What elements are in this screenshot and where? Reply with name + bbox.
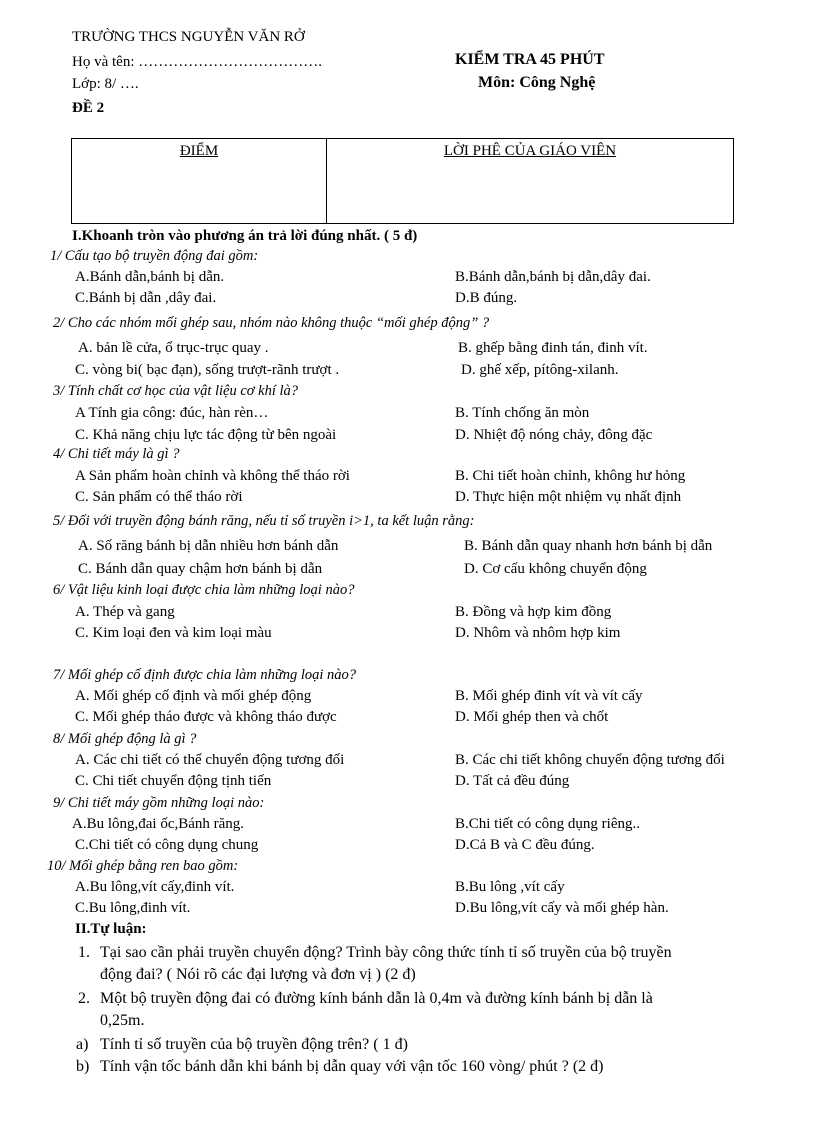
q9-option-c: C.Chi tiết có công dụng chung: [75, 837, 259, 853]
question-4: 4/ Chi tiết máy là gì ?: [53, 446, 180, 462]
question-7: 7/ Mối ghép cố định được chia làm những loại nào?: [53, 667, 357, 683]
essay-2a-number: a): [76, 1036, 89, 1053]
q3-option-c: C. Khả năng chịu lực tác động từ bên ngoài: [75, 427, 337, 443]
q2-option-a: A. bản lề cửa, ổ trục-trục quay .: [78, 340, 269, 356]
q10-option-b: B.Bu lông ,vít cấy: [455, 879, 565, 895]
q5-option-c: C. Bánh dẫn quay chậm hơn bánh bị dẫn: [78, 561, 323, 577]
exam-title: KIỂM TRA 45 PHÚT: [455, 51, 605, 68]
q3-option-b: B. Tính chống ăn mòn: [455, 405, 590, 421]
essay-2b: Tính vận tốc bánh dẫn khi bánh bị dẫn quay với vận tốc 160 vòng/ phút ? (2 đ): [100, 1058, 604, 1075]
q10-option-a: A.Bu lông,vít cấy,đinh vít.: [75, 879, 235, 895]
question-8: 8/ Mối ghép động là gì ?: [53, 731, 197, 747]
essay-2b-number: b): [76, 1058, 90, 1075]
q4-option-c: C. Sản phẩm có thể tháo rời: [75, 489, 243, 505]
q5-option-d: D. Cơ cấu không chuyển động: [464, 561, 647, 577]
teacher-comment-header: LỜI PHÊ CỦA GIÁO VIÊN: [443, 143, 617, 159]
q10-option-d: D.Bu lông,vít cấy và mối ghép hàn.: [455, 900, 669, 916]
q5-option-b: B. Bánh dẫn quay nhanh hơn bánh bị dẫn: [464, 538, 713, 554]
question-5: 5/ Đối với truyền động bánh răng, nếu tỉ số truyền i>1, ta kết luận rằng:: [53, 513, 475, 529]
q7-option-a: A. Mối ghép cố định và mối ghép động: [75, 688, 312, 704]
subject: Môn: Công Nghệ: [478, 74, 596, 91]
teacher-comment-cell: [327, 139, 734, 224]
q1-option-a: A.Bánh dẫn,bánh bị dẫn.: [75, 269, 225, 285]
q5-option-a: A. Số răng bánh bị dẫn nhiều hơn bánh dẫn: [78, 538, 339, 554]
q4-option-a: A Sản phẩm hoàn chỉnh và không thể tháo rời: [75, 468, 350, 484]
question-2: 2/ Cho các nhóm mối ghép sau, nhóm nào không thuộc “mối ghép động” ?: [53, 315, 490, 331]
part2-title: II.Tự luận:: [75, 921, 147, 937]
question-6: 6/ Vật liệu kinh loại được chia làm những loại nào?: [53, 582, 355, 598]
exam-code: ĐỀ 2: [72, 100, 105, 116]
q8-option-a: A. Các chi tiết có thể chuyển động tương đối: [75, 752, 345, 768]
score-cell: [72, 139, 327, 224]
q2-option-b: B. ghếp bằng đinh tán, đinh vít.: [458, 340, 648, 356]
q1-option-c: C.Bánh bị dẫn ,dây đai.: [75, 290, 217, 306]
question-9: 9/ Chi tiết máy gồm những loại nào:: [53, 795, 265, 811]
essay-2-line-1: Một bộ truyền động đai có đường kính bánh dẫn là 0,4m và đường kính bánh bị dẫn là: [100, 990, 653, 1007]
q8-option-d: D. Tất cả đều đúng: [455, 773, 570, 789]
part1-title: I.Khoanh tròn vào phương án trả lời đúng nhất. ( 5 đ): [72, 228, 418, 244]
q8-option-b: B. Các chi tiết không chuyển động tương đối: [455, 752, 725, 768]
essay-1-line-2: động đai? ( Nói rõ các đại lượng và đơn vị ) (2 đ): [100, 966, 416, 983]
score-header: ĐIỂM: [179, 143, 219, 159]
q4-option-b: B. Chi tiết hoàn chỉnh, không hư hỏng: [455, 468, 686, 484]
q7-option-b: B. Mối ghép đinh vít và vít cấy: [455, 688, 643, 704]
q6-option-b: B. Đồng và hợp kim đồng: [455, 604, 612, 620]
essay-2-line-2: 0,25m.: [100, 1012, 145, 1029]
essay-2a: Tính tỉ số truyền của bộ truyền động trên? ( 1 đ): [100, 1036, 408, 1053]
q6-option-c: C. Kim loại đen và kim loại màu: [75, 625, 272, 641]
q9-option-d: D.Cả B và C đều đúng.: [455, 837, 595, 853]
q7-option-c: C. Mối ghép tháo được và không tháo được: [75, 709, 337, 725]
q6-option-a: A. Thép và gang: [75, 604, 175, 620]
q9-option-b: B.Chi tiết có công dụng riêng..: [455, 816, 640, 832]
q1-option-b: B.Bánh dẫn,bánh bị dẫn,dây đai.: [455, 269, 651, 285]
essay-2-number: 2.: [78, 990, 90, 1007]
essay-1-line-1: Tại sao cần phải truyền chuyển động? Trình bày công thức tính tỉ số truyền của bộ truyền: [100, 944, 672, 961]
q2-option-d: D. ghế xếp, pítông-xilanh.: [461, 362, 619, 378]
essay-1-number: 1.: [78, 944, 90, 961]
q10-option-c: C.Bu lông,đinh vít.: [75, 900, 191, 916]
question-3: 3/ Tính chất cơ học của vật liệu cơ khí là?: [53, 383, 299, 399]
class-line: Lớp: 8/ ….: [72, 76, 139, 92]
q1-option-d: D.B đúng.: [455, 290, 518, 306]
q8-option-c: C. Chi tiết chuyển động tịnh tiến: [75, 773, 272, 789]
score-table: [71, 138, 734, 224]
question-1: 1/ Cấu tạo bộ truyền động đai gồm:: [50, 248, 259, 264]
q3-option-d: D. Nhiệt độ nóng chảy, đông đặc: [455, 427, 653, 443]
q7-option-d: D. Mối ghép then và chốt: [455, 709, 609, 725]
q3-option-a: A Tính gia công: đúc, hàn rèn…: [75, 405, 269, 421]
q4-option-d: D. Thực hiện một nhiệm vụ nhất định: [455, 489, 682, 505]
school-name: TRƯỜNG THCS NGUYỄN VĂN RỞ: [72, 29, 305, 45]
student-name-line: Họ và tên: ……………………………….: [72, 54, 322, 70]
q6-option-d: D. Nhôm và nhôm hợp kim: [455, 625, 621, 641]
question-10: 10/ Mối ghép bằng ren bao gồm:: [47, 858, 239, 874]
q9-option-a: A.Bu lông,đai ốc,Bánh răng.: [72, 816, 245, 832]
q2-option-c: C. vòng bi( bạc đạn), sống trượt-rãnh trượt .: [75, 362, 340, 378]
